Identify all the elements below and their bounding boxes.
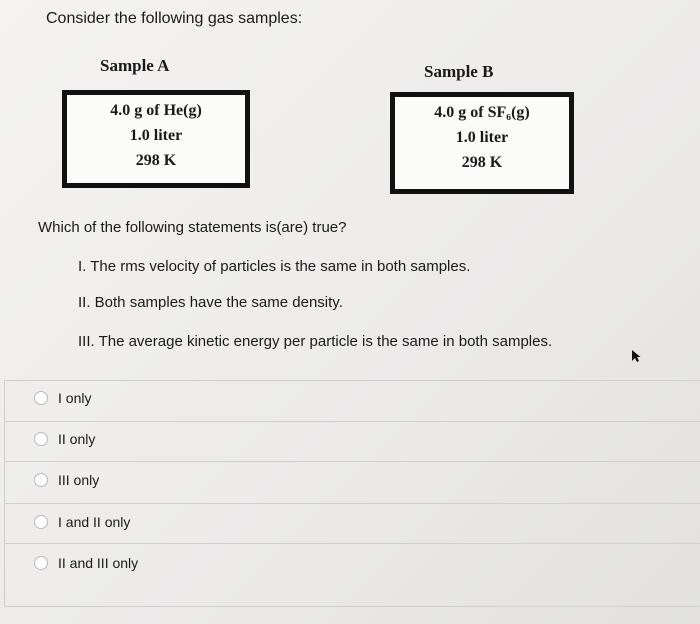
option-divider [4,461,700,462]
sample-a-box [62,90,250,188]
option-label: I and II only [58,514,131,530]
option-ii-and-iii-only[interactable] [34,555,138,571]
option-label: I only [58,390,92,406]
option-i-and-ii-only[interactable] [34,514,130,530]
sample-a-title: Sample A [100,56,170,75]
statement-1: I. The rms velocity of particles is the same in both samples. [78,258,471,275]
radio-button[interactable] [34,432,48,446]
option-label: III only [58,472,100,488]
option-label: II and III only [58,555,139,571]
statement-2: II. Both samples have the same density. [78,294,343,311]
sample-a-temp: 298 K [135,152,177,169]
sample-b-mass: 4.0 g of SF₆(g) [434,104,530,121]
sample-b-volume: 1.0 liter [455,129,509,146]
statement-3: III. The average kinetic energy per particle is the same in both samples. [78,333,553,350]
option-divider [4,543,700,544]
options-frame-left [4,380,5,606]
options-frame-bottom [4,606,700,607]
sample-b-temp: 298 K [461,154,503,171]
radio-button[interactable] [34,473,48,487]
option-divider [4,380,700,381]
sample-b-box [390,92,574,194]
radio-button[interactable] [34,515,48,529]
option-iii-only[interactable] [34,472,99,488]
sample-a-mass: 4.0 g of He(g) [110,102,202,119]
option-divider [4,503,700,504]
question-text: Which of the following statements is(are) true? [38,219,347,236]
sample-b-title: Sample B [424,62,494,81]
option-ii-only[interactable] [34,431,95,447]
option-i-only[interactable] [34,390,91,406]
radio-button[interactable] [34,391,48,405]
question-intro: Consider the following gas samples: [46,10,303,27]
radio-button[interactable] [34,556,48,570]
option-label: II only [58,431,96,447]
option-divider [4,421,700,422]
sample-a-volume: 1.0 liter [129,127,183,144]
mouse-cursor-icon [631,349,641,363]
